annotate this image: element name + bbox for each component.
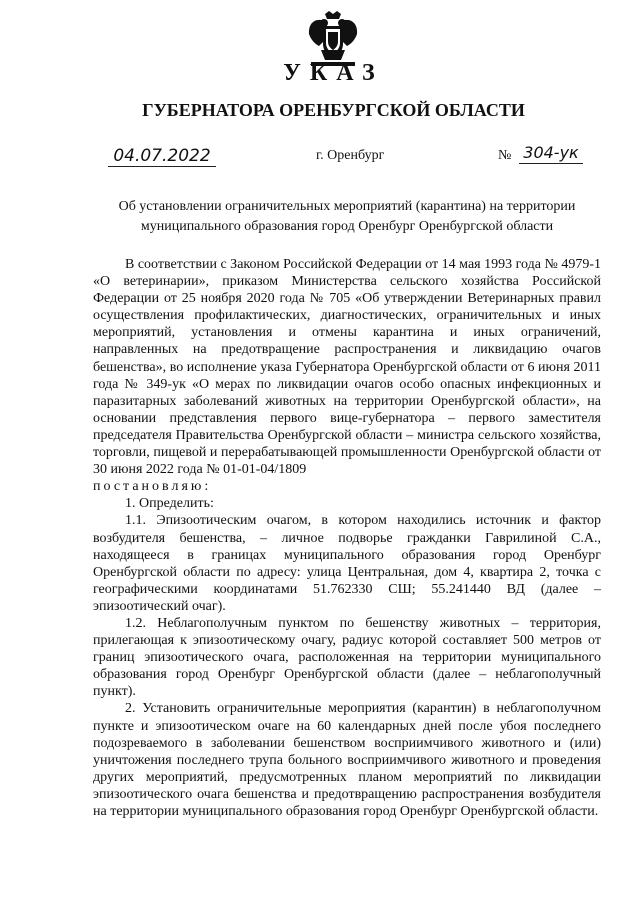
clause-2: 2. Установить ограничительные мероприятия (карантин) в неблагополучном пункте и эпизоотическом очаге на 60 календарных дней после убоя последнего подозреваемого в заболевании бешенством восприимчивого животного и (или) уничтожения последнего трупа больного восприимчивого животного и проведения других мероприятий, предусмотренных планом мероприятий по ликвидации эпизоотического очага бешенства и предотвращению распространения возбудителя на территории муниципального образования город Оренбург Оренбургской области. (93, 701, 601, 819)
document-type-title: УКАЗ (283, 60, 384, 86)
decree-date: 04.07.2022 (108, 146, 216, 167)
decree-word: постановляю: (93, 479, 212, 495)
preamble-paragraph: В соответствии с Законом Российской Федерации от 14 мая 1993 года № 4979-1 «О ветеринарии», приказом Министерства сельского хозяйства Российской Федерации от 25 ноября 2020 года № 705 «Об утверждении Ветеринарных правил осуществления профилактических, диагностических, ограничительных и иных мероприятий, установления и отмены карантина и иных ограничений, направленных на предотвращение распространения и ликвидацию очагов бешенства», во исполнение указа Губернатора Оренбургской области от 6 июня 2011 года № 349-ук «О мерах по ликвидации очагов особо опасных инфекционных и паразитарных заболеваний животных на территории Оренбургской области», на основании представления первого вице-губернатора – первого заместителя председателя Правительства Оренбургской области – министра сельского хозяйства, торговли, пищевой и перерабатывающей промышленности Оренбургской области от 30 июня 2022 года № 01-01-04/1809 (93, 257, 601, 478)
decree-number: 304-ук (519, 143, 583, 164)
decree-body (93, 256, 601, 820)
decree-city: г. Оренбург (316, 148, 385, 163)
clause-1-2: 1.2. Неблагополучным пунктом по бешенству животных – территория, прилегающая к эпизоотическому очагу, радиус которой составляет 500 метров от границ эпизоотического очага, расположенная на территории муниципального образования город Оренбург Оренбургской области (далее – неблагополучный пункт). (93, 615, 601, 700)
decree-heading: Об установлении ограничительных мероприятий (карантина) на территории муниципального образования город Оренбург Оренбургской области (118, 199, 576, 234)
decree-number-label: № (498, 148, 512, 163)
clause-1-1: 1.1. Эпизоотическим очагом, в котором находились источник и фактор возбудителя бешенства, – личное подворье гражданки Гаврилиной С.А., находящееся в границах муниципального образования город Оренбург Оренбургской области по адресу: улица Центральная, дом 4, квартира 2, точка с географическими координатами 51.762330 СШ; 55.241440 ВД (далее – эпизоотический очаг). (93, 513, 601, 614)
clause-1: 1. Определить: (125, 496, 214, 512)
issuer-subtitle: ГУБЕРНАТОРА ОРЕНБУРГСКОЙ ОБЛАСТИ (142, 100, 525, 120)
